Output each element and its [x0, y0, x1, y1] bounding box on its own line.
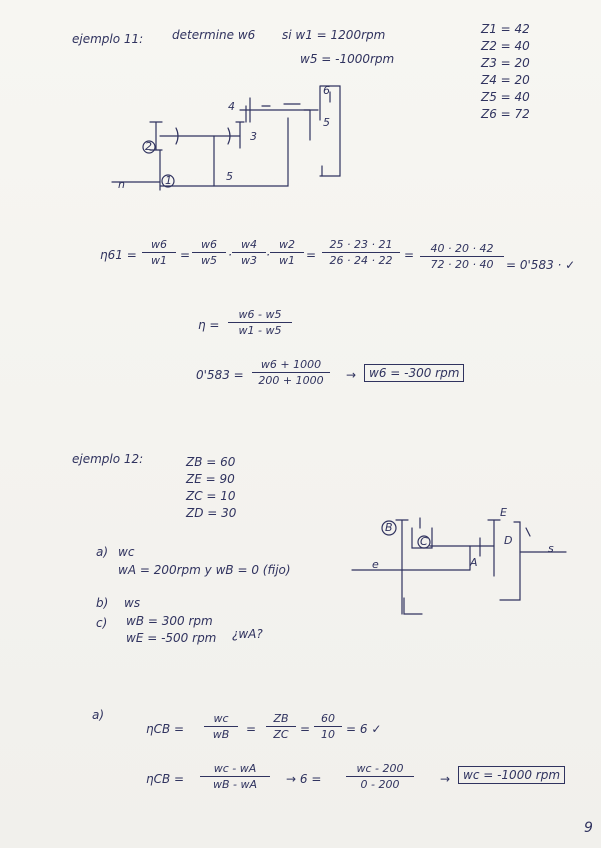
gear-e-arrow [526, 528, 530, 536]
ratio-frac-4: $\frac{w2}{w1}$ [270, 238, 304, 267]
sol-a-arrow-2: → [440, 772, 451, 786]
teeth-z1: Z1 = 42 [481, 22, 530, 36]
ex11-cond1: si w1 = 1200rpm [282, 28, 386, 42]
sol-a-lhs: ηCB = [146, 722, 185, 736]
sol-a-frac-4: $\frac{wc - wA}{wB - wA}$ [200, 762, 270, 791]
answer-box-w6: w6 = -300 rpm [364, 364, 464, 382]
sol-a-result: = 6 ✓ [346, 722, 382, 736]
ex12-b-label: b) [96, 596, 109, 610]
sol-a-lhs2: ηCB = [146, 772, 185, 786]
diagram-label-e-input: e [372, 558, 379, 571]
ex12-a-label: a) [96, 545, 109, 559]
ratio-frac-5: $\frac{25 \cdot 23 \cdot 21}{26 \cdot 24 \cdot 22}$ [322, 238, 400, 267]
ex12-heading: ejemplo 12: [72, 452, 144, 466]
teeth-z2: Z2 = 40 [481, 39, 530, 53]
sol-a-label: a) [92, 708, 105, 722]
eq-sign: = [180, 248, 191, 262]
teeth-zd: ZD = 30 [186, 506, 237, 520]
subst-frac: $\frac{w6 + 1000}{200 + 1000}$ [252, 358, 330, 387]
sol-a-frac-3: $\frac{60}{10}$ [314, 712, 342, 741]
teeth-zb: ZB = 60 [186, 455, 236, 469]
ratio-frac-6: $\frac{40 \cdot 20 \cdot 42}{72 \cdot 20 \cdot 40}$ [420, 242, 504, 271]
ratio-frac-2: $\frac{w6}{w5}$ [192, 238, 226, 267]
eq-sign: = [306, 248, 317, 262]
willis-frac: $\frac{w6 - w5}{w1 - w5}$ [228, 308, 292, 337]
teeth-z4: Z4 = 20 [481, 73, 530, 87]
ex12-c-data1: wB = 300 rpm [126, 614, 213, 628]
gear-b [396, 520, 408, 614]
diagram-label-5a: 5 [323, 116, 330, 129]
willis-lhs: η = [198, 318, 220, 332]
sol-a-frac-2: $\frac{ZB}{ZC}$ [266, 712, 296, 741]
sol-a-arrow-1: → 6 = [286, 772, 322, 786]
ex12-a-data: wA = 200rpm y wB = 0 (fijo) [118, 563, 291, 577]
subst-arrow: → [346, 368, 357, 382]
ex12-c-question: ¿wA? [232, 627, 263, 641]
eq-sign: = [404, 248, 415, 262]
subst-lhs: 0'583 = [196, 368, 244, 382]
ratio-frac-3: $\frac{w4}{w3}$ [232, 238, 266, 267]
diagram-label-1: 1 [165, 174, 172, 187]
ratio-result: = 0'583 · ✓ [506, 258, 576, 272]
ex11-heading: ejemplo 11: [72, 32, 144, 46]
ratio-frac-1: $\frac{w6}{w1}$ [142, 238, 176, 267]
ex12-c-data2: wE = -500 rpm [126, 631, 217, 645]
ex12-b-text: ws [124, 596, 141, 610]
teeth-z5: Z5 = 40 [481, 90, 530, 104]
eq-sign: = [246, 722, 257, 736]
teeth-z3: Z3 = 20 [481, 56, 530, 70]
dot-sign: · [266, 248, 270, 262]
eq-sign: = [300, 722, 311, 736]
ex12-c-label: c) [96, 616, 108, 630]
ex11-task: determine w6 [172, 28, 256, 42]
diagram-label-b: B [385, 521, 393, 534]
ex12-a-text: wc [118, 545, 135, 559]
diagram-label-5b: 5 [226, 170, 233, 183]
diagram-label-a: A [470, 556, 478, 569]
dot-sign: · [228, 248, 232, 262]
diagram-label-4: 4 [228, 100, 235, 113]
page-number: 9 [584, 820, 593, 836]
diagram-label-e-upper: E [500, 506, 507, 519]
sol-a-frac-1: $\frac{wc}{wB}$ [204, 712, 238, 741]
answer-box-wc: wc = -1000 rpm [458, 766, 565, 784]
ratio-lhs: η61 = [100, 248, 137, 262]
diagram-label-2: 2 [145, 140, 152, 153]
ex11-cond2: w5 = -1000rpm [300, 52, 395, 66]
diagram-label-d: D [504, 534, 513, 547]
teeth-zc: ZC = 10 [186, 489, 236, 503]
gear-d [488, 520, 500, 576]
teeth-ze: ZE = 90 [186, 472, 235, 486]
diagram-label-6: 6 [323, 84, 330, 97]
diagram-label-3: 3 [250, 130, 257, 143]
ground-link [404, 598, 422, 614]
sol-a-frac-5: $\frac{wc - 200}{0 - 200}$ [346, 762, 414, 791]
diagram-label-s: s [548, 542, 554, 555]
diagram-label-c: C [420, 535, 428, 548]
diagram-label-n: n [118, 178, 125, 191]
teeth-z6: Z6 = 72 [481, 107, 530, 121]
